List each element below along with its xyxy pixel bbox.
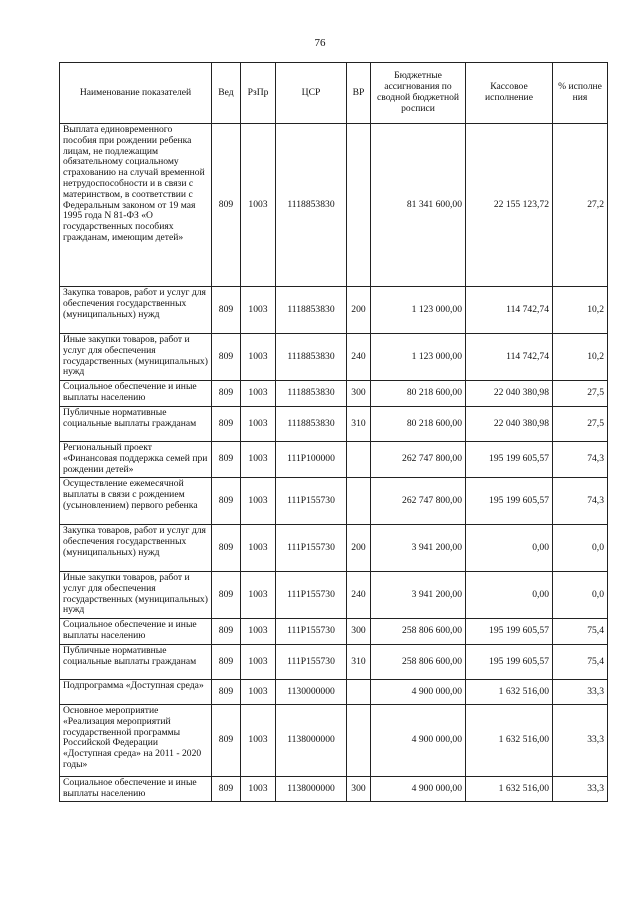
cell-vr: [347, 680, 371, 705]
cell-budget: 262 747 800,00: [371, 478, 466, 525]
cell-rzpr: 1003: [241, 645, 276, 680]
table-header-row: [60, 63, 608, 124]
cell-csr: 1138000000: [276, 777, 347, 802]
cell-cash: 0,00: [466, 525, 553, 572]
cell-percent: 0,0: [553, 572, 608, 619]
cell-vr: [347, 442, 371, 478]
cell-name: Выплата единовременного пособия при рождении ребенка лицам, не подлежащим обязательному социальному страхованию на случай временной нетрудоспособности и в связи с материнством, в соответствии с Федеральным законом от 19 мая 1995 года N 81-ФЗ «О государственных пособиях гражданам, имеющим детей»: [60, 124, 212, 287]
cell-name: Иные закупки товаров, работ и услуг для обеспечения государственных (муниципальных) нужд: [60, 334, 212, 381]
cell-name: Закупка товаров, работ и услуг для обеспечения государственных (муниципальных) нужд: [60, 287, 212, 334]
table-row: [60, 124, 608, 287]
cell-percent: 75,4: [553, 619, 608, 645]
cell-csr: 111P155730: [276, 572, 347, 619]
cell-percent: 33,3: [553, 777, 608, 802]
cell-cash: 22 155 123,72: [466, 124, 553, 287]
table-row: [60, 777, 608, 802]
cell-name: Основное мероприятие «Реализация мероприятий государственной программы Российской Федерации «Доступная среда» на 2011 - 2020 годы»: [60, 705, 212, 777]
header-budget: Бюджетные ассигнования по сводной бюджетной росписи: [371, 63, 466, 124]
cell-ved: 809: [212, 645, 241, 680]
cell-ved: 809: [212, 619, 241, 645]
table-row: [60, 334, 608, 381]
cell-cash: 0,00: [466, 572, 553, 619]
cell-cash: 114 742,74: [466, 334, 553, 381]
cell-name: Социальное обеспечение и иные выплаты населению: [60, 381, 212, 407]
cell-name: Иные закупки товаров, работ и услуг для обеспечения государственных (муниципальных) нужд: [60, 572, 212, 619]
cell-vr: 200: [347, 525, 371, 572]
cell-ved: 809: [212, 407, 241, 442]
cell-ved: 809: [212, 478, 241, 525]
cell-ved: 809: [212, 680, 241, 705]
cell-cash: 195 199 605,57: [466, 442, 553, 478]
cell-cash: 22 040 380,98: [466, 407, 553, 442]
cell-cash: 195 199 605,57: [466, 619, 553, 645]
cell-percent: 33,3: [553, 680, 608, 705]
table-row: [60, 442, 608, 478]
cell-ved: 809: [212, 334, 241, 381]
cell-ved: 809: [212, 525, 241, 572]
table-row: [60, 407, 608, 442]
cell-vr: [347, 705, 371, 777]
cell-rzpr: 1003: [241, 407, 276, 442]
cell-rzpr: 1003: [241, 777, 276, 802]
cell-budget: 1 123 000,00: [371, 334, 466, 381]
header-vr: ВР: [347, 63, 371, 124]
cell-ved: 809: [212, 124, 241, 287]
cell-budget: 3 941 200,00: [371, 525, 466, 572]
cell-csr: 1130000000: [276, 680, 347, 705]
cell-rzpr: 1003: [241, 525, 276, 572]
cell-ved: 809: [212, 705, 241, 777]
cell-vr: 200: [347, 287, 371, 334]
header-cash: Кассовое исполнение: [466, 63, 553, 124]
cell-rzpr: 1003: [241, 572, 276, 619]
cell-budget: 1 123 000,00: [371, 287, 466, 334]
cell-csr: 1138000000: [276, 705, 347, 777]
cell-vr: 310: [347, 407, 371, 442]
cell-budget: 262 747 800,00: [371, 442, 466, 478]
cell-budget: 258 806 600,00: [371, 619, 466, 645]
cell-cash: 195 199 605,57: [466, 478, 553, 525]
header-name: Наименование показателей: [60, 63, 212, 124]
budget-table: [59, 62, 608, 802]
cell-csr: 111P155730: [276, 525, 347, 572]
cell-percent: 10,2: [553, 287, 608, 334]
cell-cash: 1 632 516,00: [466, 705, 553, 777]
cell-vr: [347, 478, 371, 525]
cell-percent: 10,2: [553, 334, 608, 381]
cell-budget: 80 218 600,00: [371, 407, 466, 442]
table-row: [60, 705, 608, 777]
cell-cash: 195 199 605,57: [466, 645, 553, 680]
cell-ved: 809: [212, 287, 241, 334]
table-row: [60, 572, 608, 619]
cell-name: Подпрограмма «Доступная среда»: [60, 680, 212, 705]
cell-budget: 3 941 200,00: [371, 572, 466, 619]
cell-vr: 300: [347, 381, 371, 407]
cell-name: Региональный проект «Финансовая поддержка семей при рождении детей»: [60, 442, 212, 478]
cell-percent: 27,5: [553, 407, 608, 442]
table-row: [60, 619, 608, 645]
cell-name: Закупка товаров, работ и услуг для обеспечения государственных (муниципальных) нужд: [60, 525, 212, 572]
cell-percent: 0,0: [553, 525, 608, 572]
cell-budget: 4 900 000,00: [371, 777, 466, 802]
cell-percent: 74,3: [553, 478, 608, 525]
cell-budget: 81 341 600,00: [371, 124, 466, 287]
cell-rzpr: 1003: [241, 680, 276, 705]
cell-rzpr: 1003: [241, 442, 276, 478]
cell-ved: 809: [212, 381, 241, 407]
table-row: [60, 287, 608, 334]
cell-vr: 300: [347, 777, 371, 802]
cell-vr: 240: [347, 334, 371, 381]
cell-cash: 22 040 380,98: [466, 381, 553, 407]
cell-percent: 27,5: [553, 381, 608, 407]
cell-vr: [347, 124, 371, 287]
table-row: [60, 381, 608, 407]
cell-csr: 1118853830: [276, 381, 347, 407]
table-row: [60, 680, 608, 705]
table-row: [60, 525, 608, 572]
table-row: [60, 645, 608, 680]
cell-rzpr: 1003: [241, 381, 276, 407]
cell-cash: 114 742,74: [466, 287, 553, 334]
cell-csr: 1118853830: [276, 124, 347, 287]
cell-name: Осуществление ежемесячной выплаты в связи с рождением (усыновлением) первого ребенка: [60, 478, 212, 525]
table-row: [60, 478, 608, 525]
cell-budget: 4 900 000,00: [371, 705, 466, 777]
cell-cash: 1 632 516,00: [466, 680, 553, 705]
header-percent: % исполне ния: [553, 63, 608, 124]
cell-percent: 33,3: [553, 705, 608, 777]
cell-name: Публичные нормативные социальные выплаты гражданам: [60, 407, 212, 442]
cell-cash: 1 632 516,00: [466, 777, 553, 802]
header-csr: ЦСР: [276, 63, 347, 124]
cell-rzpr: 1003: [241, 334, 276, 381]
cell-rzpr: 1003: [241, 124, 276, 287]
header-rzpr: РзПр: [241, 63, 276, 124]
cell-name: Социальное обеспечение и иные выплаты населению: [60, 619, 212, 645]
cell-percent: 75,4: [553, 645, 608, 680]
cell-percent: 27,2: [553, 124, 608, 287]
header-ved: Вед: [212, 63, 241, 124]
cell-rzpr: 1003: [241, 619, 276, 645]
cell-ved: 809: [212, 442, 241, 478]
cell-vr: 310: [347, 645, 371, 680]
cell-name: Социальное обеспечение и иные выплаты населению: [60, 777, 212, 802]
cell-percent: 74,3: [553, 442, 608, 478]
table-body: [60, 124, 608, 802]
cell-rzpr: 1003: [241, 478, 276, 525]
page-number: 76: [314, 37, 326, 49]
cell-rzpr: 1003: [241, 705, 276, 777]
cell-budget: 258 806 600,00: [371, 645, 466, 680]
cell-ved: 809: [212, 777, 241, 802]
cell-vr: 240: [347, 572, 371, 619]
cell-csr: 111P155730: [276, 645, 347, 680]
cell-budget: 4 900 000,00: [371, 680, 466, 705]
cell-csr: 111P100000: [276, 442, 347, 478]
cell-rzpr: 1003: [241, 287, 276, 334]
cell-csr: 111P155730: [276, 619, 347, 645]
cell-name: Публичные нормативные социальные выплаты гражданам: [60, 645, 212, 680]
cell-csr: 111P155730: [276, 478, 347, 525]
cell-csr: 1118853830: [276, 287, 347, 334]
cell-vr: 300: [347, 619, 371, 645]
cell-csr: 1118853830: [276, 334, 347, 381]
cell-ved: 809: [212, 572, 241, 619]
cell-csr: 1118853830: [276, 407, 347, 442]
cell-budget: 80 218 600,00: [371, 381, 466, 407]
